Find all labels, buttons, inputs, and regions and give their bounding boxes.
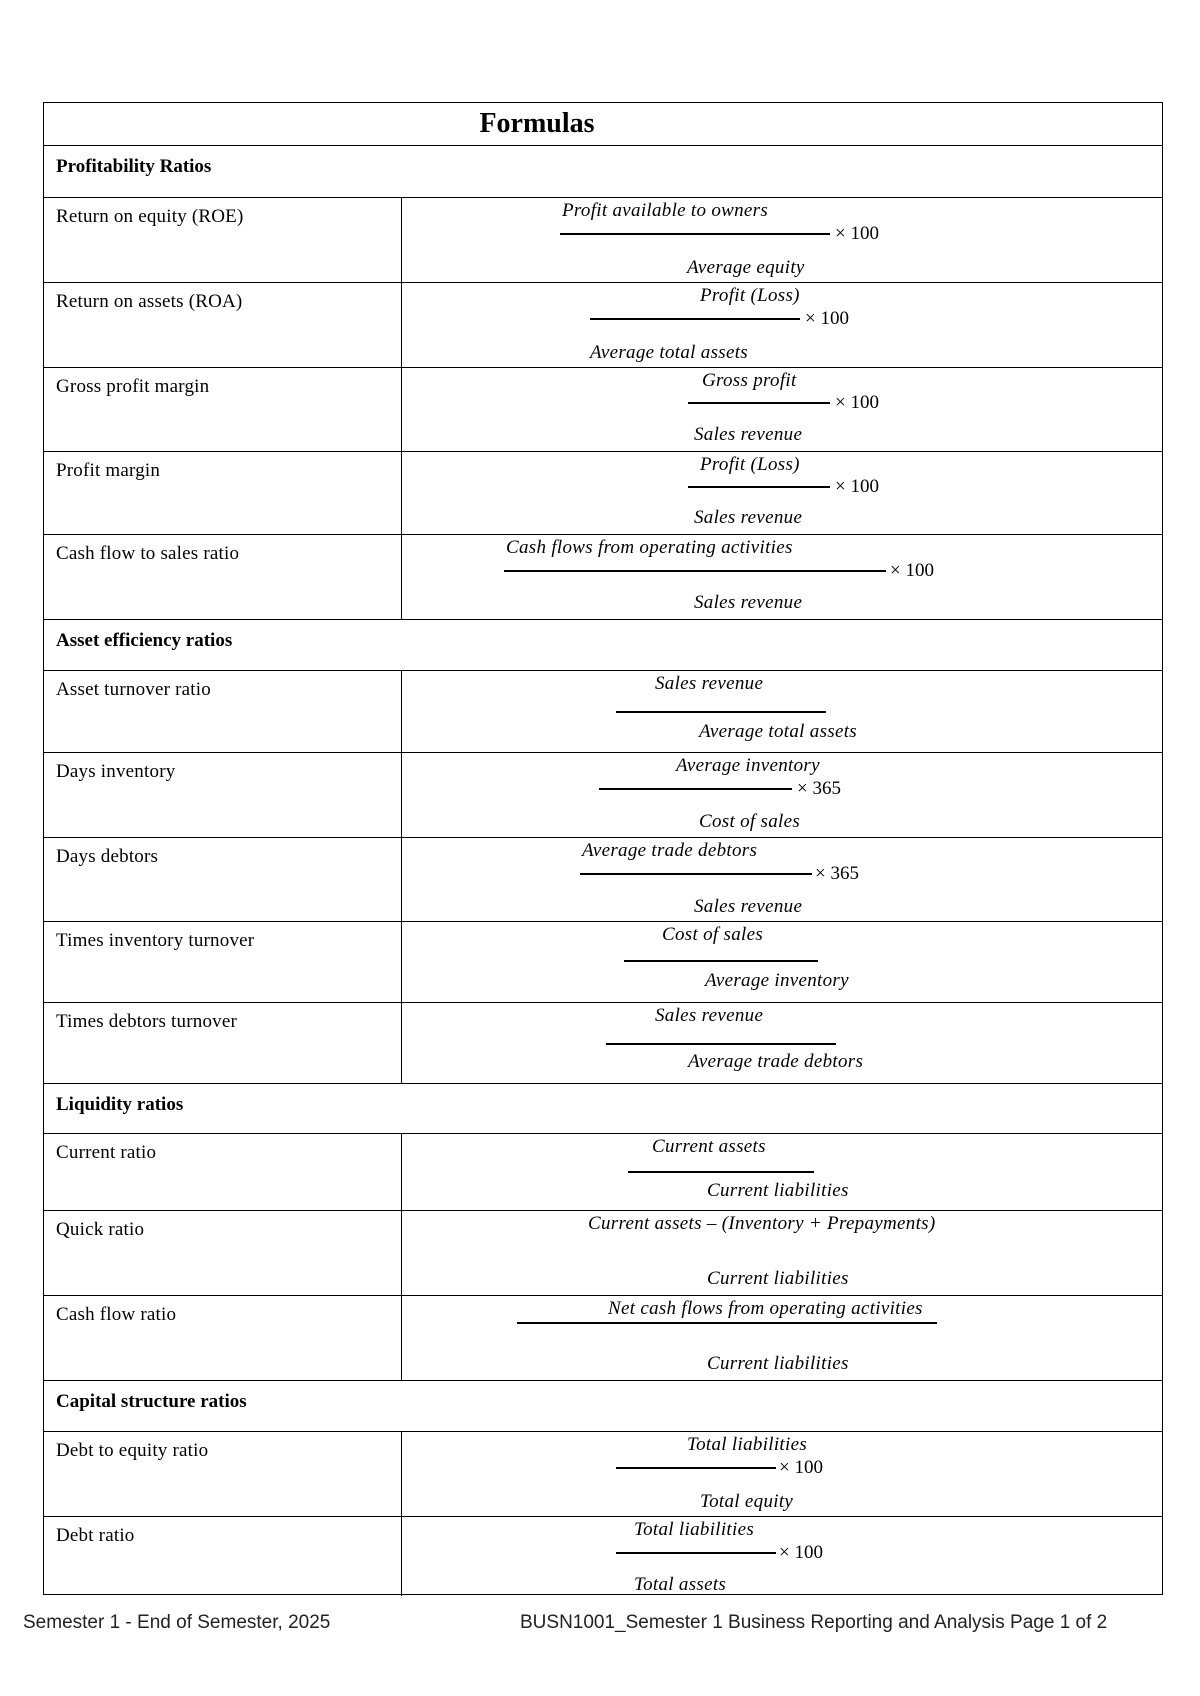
formula-multiplier: × 365: [797, 778, 841, 799]
ratio-name: Debt ratio: [56, 1525, 135, 1546]
section-liquidity: [44, 1083, 1162, 1133]
page-title: Formulas: [479, 108, 595, 139]
ratio-name: Return on equity (ROE): [56, 206, 244, 227]
ratio-name-cell: [44, 283, 402, 367]
ratio-row-roe: [44, 197, 1162, 282]
formula-numerator: Average trade debtors: [582, 840, 758, 861]
formula-cell: [402, 283, 1162, 367]
formula-numerator: Current assets – (Inventory + Prepayments): [588, 1213, 936, 1234]
ratio-name: Debt to equity ratio: [56, 1440, 209, 1461]
fraction-bar: [616, 711, 826, 713]
ratio-name-cell: [44, 452, 402, 534]
formula-sheet: [43, 102, 1163, 1595]
section-heading: Profitability Ratios: [56, 156, 212, 177]
ratio-name: Times debtors turnover: [56, 1011, 238, 1032]
section-heading: Liquidity ratios: [56, 1094, 184, 1115]
ratio-row-times-inventory-turnover: [44, 921, 1162, 1002]
ratio-row-debt-ratio: [44, 1516, 1162, 1596]
fraction-bar: [590, 318, 800, 320]
formula-cell: [402, 1003, 1162, 1083]
formula-cell: [402, 753, 1162, 837]
formula-denominator: Current liabilities: [707, 1180, 849, 1201]
formula-denominator: Total assets: [634, 1574, 727, 1595]
ratio-name-cell: [44, 1517, 402, 1596]
ratio-name: Asset turnover ratio: [56, 679, 211, 700]
ratio-name-cell: [44, 1003, 402, 1083]
formula-multiplier: × 100: [890, 560, 934, 581]
formula-denominator: Sales revenue: [694, 592, 803, 613]
section-profitability: [44, 145, 1162, 197]
fraction-bar: [616, 1467, 776, 1469]
formula-cell: [402, 535, 1162, 619]
section-asset-efficiency: [44, 619, 1162, 670]
formula-denominator: Sales revenue: [694, 424, 803, 445]
ratio-name: Gross profit margin: [56, 376, 210, 397]
fraction-bar: [560, 233, 830, 235]
ratio-name-cell: [44, 535, 402, 619]
ratio-name-cell: [44, 1134, 402, 1210]
ratio-name-cell: [44, 1432, 402, 1516]
section-heading: Capital structure ratios: [56, 1391, 247, 1412]
formula-numerator: Gross profit: [702, 370, 797, 391]
formula-denominator: Sales revenue: [694, 507, 803, 528]
formula-denominator: Average total assets: [699, 721, 857, 742]
formula-numerator: Total liabilities: [687, 1434, 808, 1455]
formula-cell: [402, 1211, 1162, 1295]
ratio-row-debt-to-equity: [44, 1431, 1162, 1516]
ratio-name-cell: [44, 198, 402, 282]
formula-cell: [402, 1517, 1162, 1596]
formula-denominator: Cost of sales: [699, 811, 801, 832]
ratio-name: Days debtors: [56, 846, 159, 867]
ratio-name: Cash flow ratio: [56, 1304, 177, 1325]
formula-multiplier: × 100: [779, 1542, 823, 1563]
formula-cell: [402, 1432, 1162, 1516]
formula-numerator: Profit (Loss): [700, 454, 800, 475]
formula-cell: [402, 922, 1162, 1002]
ratio-row-gross-profit-margin: [44, 367, 1162, 451]
ratio-row-days-inventory: [44, 752, 1162, 837]
section-heading: Asset efficiency ratios: [56, 630, 233, 651]
fraction-bar: [517, 1322, 937, 1324]
section-capital-structure: [44, 1380, 1162, 1431]
ratio-row-cash-flow-to-sales: [44, 534, 1162, 619]
ratio-row-asset-turnover: [44, 670, 1162, 752]
ratio-row-quick-ratio: [44, 1210, 1162, 1295]
formula-numerator: Cash flows from operating activities: [506, 537, 793, 558]
formula-numerator: Cost of sales: [662, 924, 764, 945]
formula-numerator: Sales revenue: [655, 673, 764, 694]
formula-numerator: Total liabilities: [634, 1519, 755, 1540]
ratio-name: Profit margin: [56, 460, 161, 481]
formula-multiplier: × 100: [835, 223, 879, 244]
formula-denominator: Total equity: [700, 1491, 794, 1512]
formula-numerator: Current assets: [652, 1136, 766, 1157]
ratio-name: Quick ratio: [56, 1219, 145, 1240]
formula-cell: [402, 1134, 1162, 1210]
ratio-name-cell: [44, 368, 402, 451]
ratio-name-cell: [44, 922, 402, 1002]
fraction-bar: [599, 788, 792, 790]
formula-denominator: Average total assets: [590, 342, 748, 363]
ratio-name: Times inventory turnover: [56, 930, 255, 951]
formula-cell: [402, 368, 1162, 451]
ratio-name-cell: [44, 838, 402, 921]
formula-numerator: Average inventory: [676, 755, 820, 776]
formula-cell: [402, 838, 1162, 921]
ratio-row-cash-flow-ratio: [44, 1295, 1162, 1380]
ratio-name: Cash flow to sales ratio: [56, 543, 240, 564]
formula-denominator: Current liabilities: [707, 1268, 849, 1289]
formula-multiplier: × 100: [805, 308, 849, 329]
fraction-bar: [616, 1552, 776, 1554]
formula-denominator: Average trade debtors: [688, 1051, 864, 1072]
formula-denominator: Average inventory: [705, 970, 849, 991]
formula-numerator: Net cash flows from operating activities: [608, 1298, 923, 1319]
formula-numerator: Profit available to owners: [562, 200, 769, 221]
ratio-name: Current ratio: [56, 1142, 157, 1163]
ratio-name-cell: [44, 1296, 402, 1380]
ratio-name-cell: [44, 1211, 402, 1295]
formula-denominator: Average equity: [687, 257, 805, 278]
ratio-name-cell: [44, 753, 402, 837]
ratio-name: Return on assets (ROA): [56, 291, 243, 312]
fraction-bar: [688, 402, 830, 404]
fraction-bar: [606, 1043, 836, 1045]
fraction-bar: [504, 570, 886, 572]
ratio-row-times-debtors-turnover: [44, 1002, 1162, 1083]
formula-cell: [402, 671, 1162, 752]
fraction-bar: [580, 873, 812, 875]
ratio-row-days-debtors: [44, 837, 1162, 921]
formula-multiplier: × 100: [779, 1457, 823, 1478]
formula-multiplier: × 365: [815, 863, 859, 884]
fraction-bar: [628, 1171, 814, 1173]
fraction-bar: [688, 486, 830, 488]
ratio-name-cell: [44, 671, 402, 752]
ratio-row-profit-margin: [44, 451, 1162, 534]
formula-multiplier: × 100: [835, 392, 879, 413]
formula-cell: [402, 452, 1162, 534]
formula-cell: [402, 1296, 1162, 1380]
formula-multiplier: × 100: [835, 476, 879, 497]
footer-left: Semester 1 - End of Semester, 2025: [23, 1612, 331, 1633]
formula-denominator: Sales revenue: [694, 896, 803, 917]
ratio-row-current-ratio: [44, 1133, 1162, 1210]
footer-right: BUSN1001_Semester 1 Business Reporting and Analysis Page 1 of 2: [520, 1612, 1108, 1633]
formula-cell: [402, 198, 1162, 282]
formula-numerator: Sales revenue: [655, 1005, 764, 1026]
ratio-name: Days inventory: [56, 761, 176, 782]
fraction-bar: [624, 960, 818, 962]
title-row: [44, 103, 1162, 145]
formula-numerator: Profit (Loss): [700, 285, 800, 306]
ratio-row-roa: [44, 282, 1162, 367]
formula-denominator: Current liabilities: [707, 1353, 849, 1374]
